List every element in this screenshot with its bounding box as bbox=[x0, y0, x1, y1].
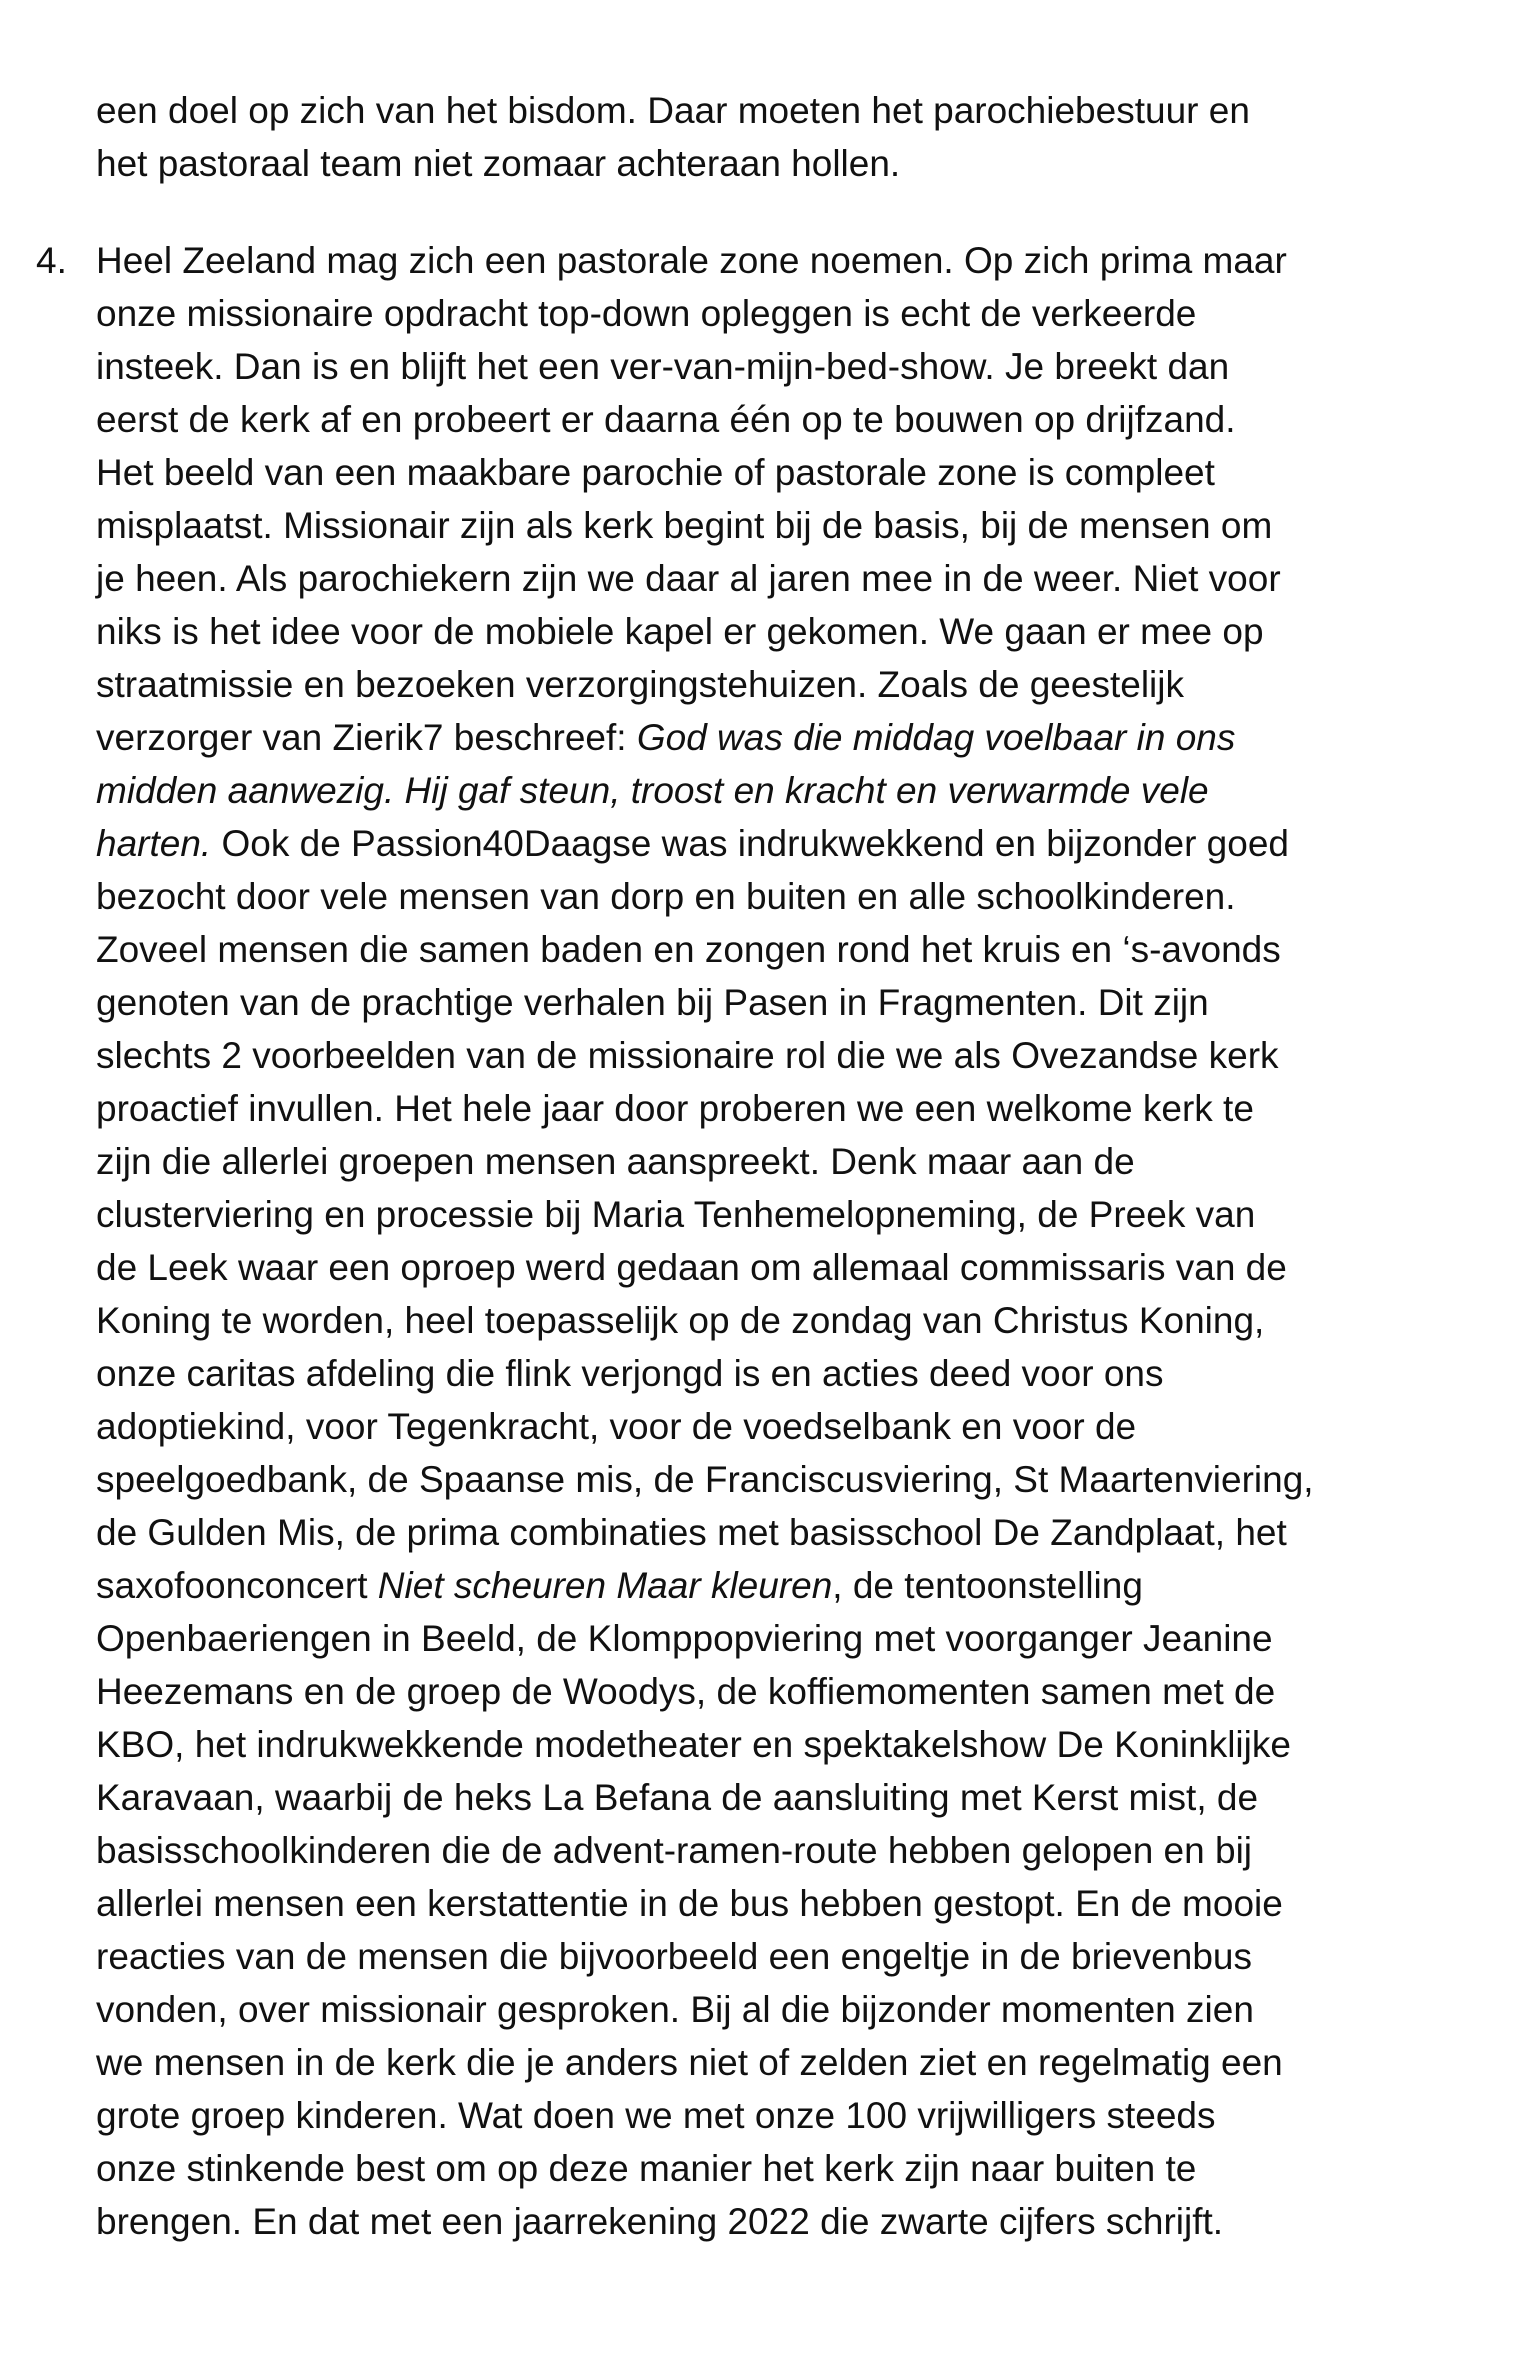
list-item-4-paragraph bbox=[96, 234, 1396, 2248]
text-line: de Gulden Mis, de prima combinaties met basisschool De Zandplaat, het bbox=[96, 1512, 1287, 1553]
text-line: niks is het idee voor de mobiele kapel er gekomen. We gaan er mee op bbox=[96, 611, 1264, 652]
text-line: een doel op zich van het bisdom. Daar moeten het parochiebestuur en bbox=[96, 90, 1250, 131]
text-line bbox=[96, 711, 1396, 764]
intro-paragraph bbox=[96, 84, 1396, 190]
list-item-number: 4. bbox=[36, 240, 67, 281]
text-line: onze stinkende best om op deze manier het kerk zijn naar buiten te bbox=[96, 2148, 1197, 2189]
text-segment: Ook de Passion40Daagse was indrukwekkend en bijzonder goed bbox=[211, 823, 1289, 864]
text-line: Zoveel mensen die samen baden en zongen rond het kruis en ‘s-avonds bbox=[96, 929, 1281, 970]
text-line: misplaatst. Missionair zijn als kerk begint bij de basis, bij de mensen om bbox=[96, 505, 1273, 546]
text-line: proactief invullen. Het hele jaar door proberen we een welkome kerk te bbox=[96, 1088, 1254, 1129]
text-segment: saxofoonconcert bbox=[96, 1565, 378, 1606]
quote-text: God was die middag voelbaar in ons bbox=[636, 717, 1236, 758]
text-line: speelgoedbank, de Spaanse mis, de Franciscusviering, St Maartenviering, bbox=[96, 1459, 1314, 1500]
text-line: Heezemans en de groep de Woodys, de koffiemomenten samen met de bbox=[96, 1671, 1276, 1712]
text-line: Openbaeriengen in Beeld, de Klomppopviering met voorganger Jeanine bbox=[96, 1618, 1273, 1659]
text-line: Heel Zeeland mag zich een pastorale zone noemen. Op zich prima maar bbox=[96, 240, 1287, 281]
text-line: zijn die allerlei groepen mensen aanspreekt. Denk maar aan de bbox=[96, 1141, 1135, 1182]
text-line: adoptiekind, voor Tegenkracht, voor de voedselbank en voor de bbox=[96, 1406, 1137, 1447]
text-line bbox=[96, 817, 1396, 870]
text-line: vonden, over missionair gesproken. Bij al die bijzonder momenten zien bbox=[96, 1989, 1254, 2030]
text-line: Karavaan, waarbij de heks La Befana de aansluiting met Kerst mist, de bbox=[96, 1777, 1259, 1818]
quote-text: midden aanwezig. Hij gaf steun, troost en kracht en verwarmde vele bbox=[96, 770, 1209, 811]
text-line: genoten van de prachtige verhalen bij Pasen in Fragmenten. Dit zijn bbox=[96, 982, 1209, 1023]
text-line: onze caritas afdeling die flink verjongd is en acties deed voor ons bbox=[96, 1353, 1164, 1394]
text-line: straatmissie en bezoeken verzorgingstehuizen. Zoals de geestelijk bbox=[96, 664, 1184, 705]
text-line: onze missionaire opdracht top-down opleggen is echt de verkeerde bbox=[96, 293, 1197, 334]
text-line: slechts 2 voorbeelden van de missionaire rol die we als Ovezandse kerk bbox=[96, 1035, 1279, 1076]
text-line: het pastoraal team niet zomaar achteraan hollen. bbox=[96, 143, 901, 184]
text-segment: verzorger van Zierik7 beschreef: bbox=[96, 717, 637, 758]
text-segment: , de tentoonstelling bbox=[832, 1565, 1143, 1606]
text-line: de Leek waar een oproep werd gedaan om allemaal commissaris van de bbox=[96, 1247, 1287, 1288]
text-line: clusterviering en processie bij Maria Tenhemelopneming, de Preek van bbox=[96, 1194, 1256, 1235]
text-line: KBO, het indrukwekkende modetheater en spektakelshow De Koninklijke bbox=[96, 1724, 1291, 1765]
text-line: basisschoolkinderen die de advent-ramen-route hebben gelopen en bij bbox=[96, 1830, 1253, 1871]
text-line: reacties van de mensen die bijvoorbeeld een engeltje in de brievenbus bbox=[96, 1936, 1252, 1977]
quote-text: harten. bbox=[96, 823, 212, 864]
text-line: je heen. Als parochiekern zijn we daar al jaren mee in de weer. Niet voor bbox=[96, 558, 1281, 599]
text-line: Het beeld van een maakbare parochie of pastorale zone is compleet bbox=[96, 452, 1215, 493]
text-line: Koning te worden, heel toepasselijk op de zondag van Christus Koning, bbox=[96, 1300, 1265, 1341]
text-line: grote groep kinderen. Wat doen we met onze 100 vrijwilligers steeds bbox=[96, 2095, 1216, 2136]
text-line: allerlei mensen een kerstattentie in de bus hebben gestopt. En de mooie bbox=[96, 1883, 1283, 1924]
text-line: insteek. Dan is en blijft het een ver-van-mijn-bed-show. Je breekt dan bbox=[96, 346, 1230, 387]
text-line: bezocht door vele mensen van dorp en buiten en alle schoolkinderen. bbox=[96, 876, 1236, 917]
text-line: eerst de kerk af en probeert er daarna één op te bouwen op drijfzand. bbox=[96, 399, 1236, 440]
text-line: we mensen in de kerk die je anders niet of zelden ziet en regelmatig een bbox=[96, 2042, 1283, 2083]
text-line bbox=[96, 1559, 1396, 1612]
title-text: Niet scheuren Maar kleuren bbox=[377, 1565, 833, 1606]
text-line: brengen. En dat met een jaarrekening 2022 die zwarte cijfers schrijft. bbox=[96, 2201, 1224, 2242]
